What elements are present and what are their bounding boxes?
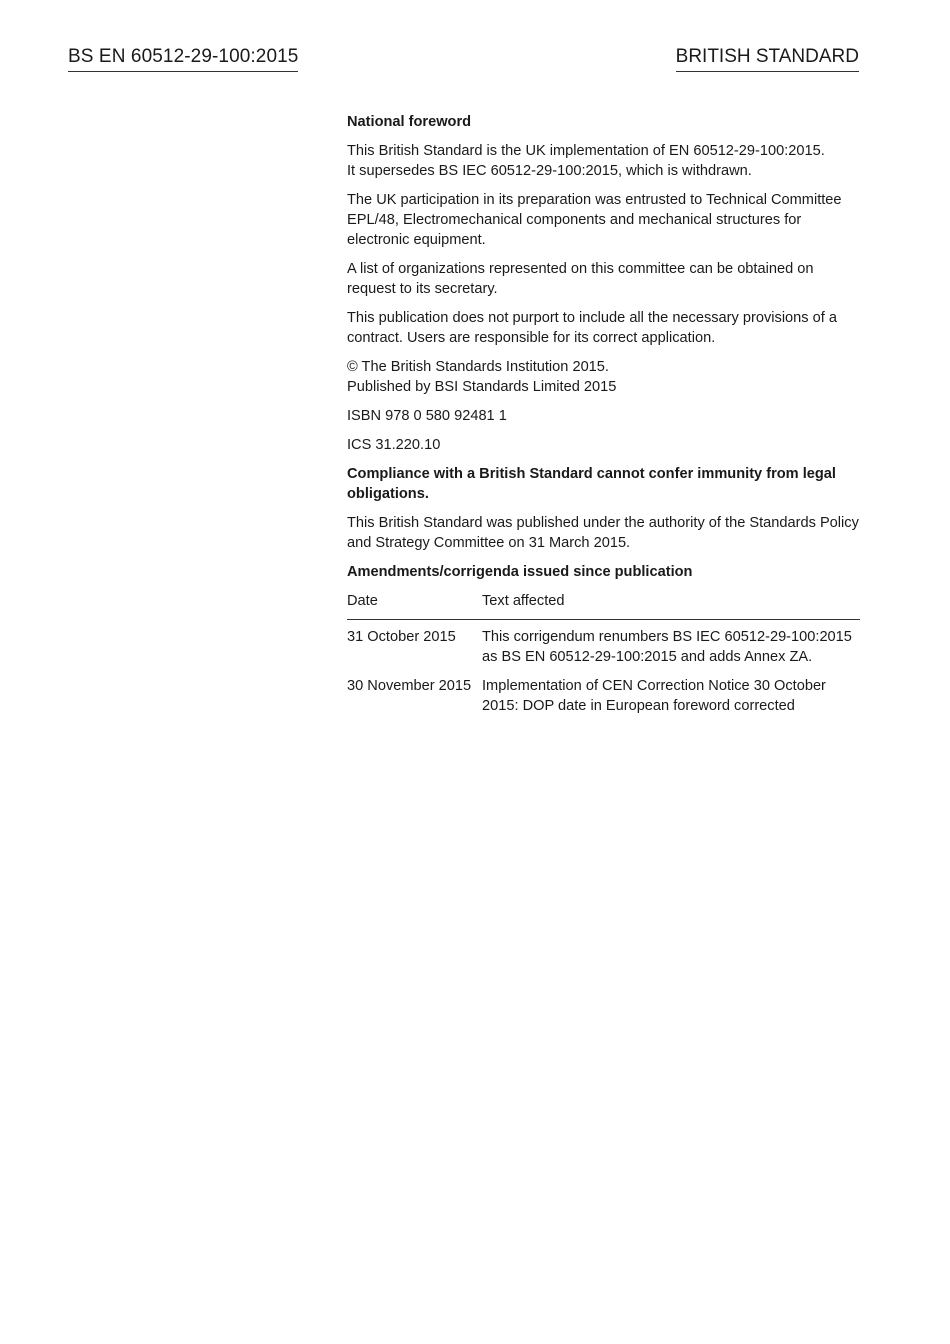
amendment-date: 31 October 2015 — [347, 629, 456, 646]
ics: ICS 31.220.10 — [347, 437, 441, 454]
standard-type: BRITISH STANDARD — [676, 46, 859, 72]
text-column-header: Text affected — [482, 592, 860, 619]
amendment-text: Implementation of CEN Correction Notice 30 October 2015: DOP date in European foreword corrected — [482, 678, 826, 715]
amendments-table — [347, 592, 860, 716]
copyright-line-1: © The British Standards Institution 2015. — [347, 358, 609, 375]
copyright-paragraph — [347, 358, 860, 398]
compliance-notice: Compliance with a British Standard cannot confer immunity from legal obligations. — [347, 466, 836, 503]
isbn: ISBN 978 0 580 92481 1 — [347, 407, 507, 424]
date-column-header: Date — [347, 592, 482, 619]
amendments-header-row — [347, 592, 860, 619]
amendment-date: 30 November 2015 — [347, 678, 472, 695]
foreword-section — [347, 113, 860, 717]
participation-paragraph: The UK participation in its preparation was entrusted to Technical Committee EPL/48, Electromechanical components and mechanical structures for electronic equipment. — [347, 192, 842, 248]
copyright-line-2: Published by BSI Standards Limited 2015 — [347, 378, 617, 395]
implementation-line-2: It supersedes BS IEC 60512-29-100:2015, which is withdrawn. — [347, 162, 752, 179]
implementation-line-1: This British Standard is the UK implementation of EN 60512-29-100:2015. — [347, 143, 825, 160]
organizations-paragraph: A list of organizations represented on this committee can be obtained on request to its secretary. — [347, 260, 814, 297]
authority-paragraph: This British Standard was published under the authority of the Standards Policy and Strategy Committee on 31 March 2015. — [347, 515, 859, 552]
amendments-title: Amendments/corrigenda issued since publication — [347, 564, 693, 581]
amendment-text: This corrigendum renumbers BS IEC 60512-29-100:2015 as BS EN 60512-29-100:2015 and adds Annex ZA. — [482, 629, 852, 666]
foreword-title: National foreword — [347, 114, 472, 130]
table-row — [347, 668, 860, 717]
contract-paragraph: This publication does not purport to include all the necessary provisions of a contract. Users are responsible for its correct application. — [347, 309, 837, 346]
document-id: BS EN 60512-29-100:2015 — [68, 46, 298, 72]
table-row — [347, 620, 860, 668]
implementation-paragraph — [347, 142, 860, 182]
